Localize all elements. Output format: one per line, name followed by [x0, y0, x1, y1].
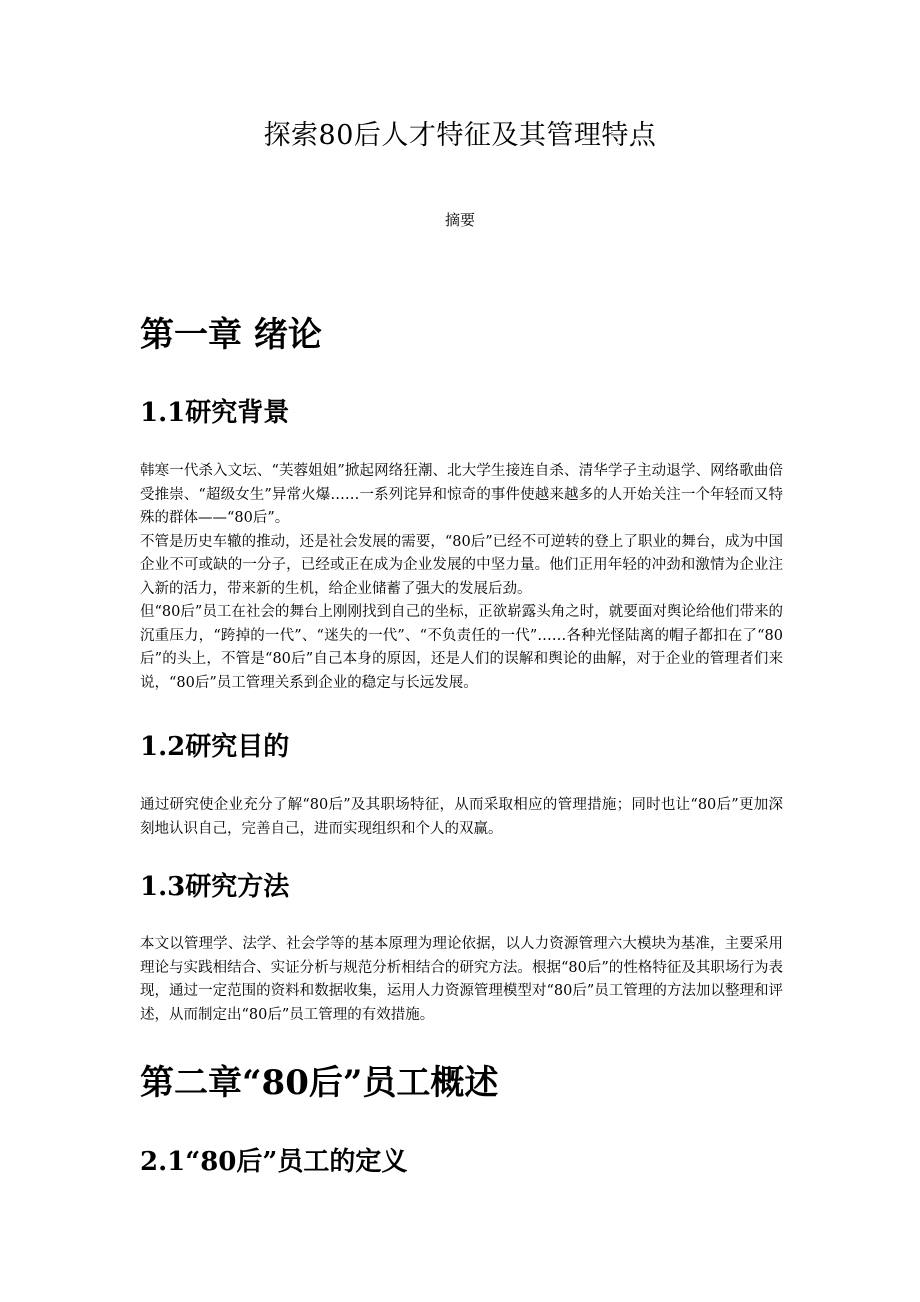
section-1-1-heading: 1.1研究背景 — [140, 398, 290, 428]
paragraph: 韩寒一代杀入文坛、“芙蓉姐姐”掀起网络狂潮、北大学生接连自杀、清华学子主动退学、网络歌曲倍受推崇、“超级女生”异常火爆……一系列诧异和惊奇的事件使越来越多的人开始关注一个年轻而又特殊的群体——“80后”。 — [140, 463, 783, 526]
abstract-label: 摘要 — [444, 211, 475, 229]
section-2-1-heading: 2.1“80后”员工的定义 — [140, 1147, 408, 1177]
paragraph: 通过研究使企业充分了解“80后”及其职场特征，从而采取相应的管理措施；同时也让“80后”更加深刻地认识自己，完善自己，进而实现组织和个人的双赢。 — [140, 797, 783, 837]
section-1-3-heading: 1.3研究方法 — [140, 872, 290, 902]
paragraph: 但“80后”员工在社会的舞台上刚刚找到自己的坐标，正欲崭露头角之时，就要面对舆论给他们带来的沉重压力，“跨掉的一代”、“迷失的一代”、“不负责任的一代”……各种光怪陆离的帽子都扣在了“80后”的头上，不管是“80后”自己本身的原因，还是人们的误解和舆论的曲解，对于企业的管理者们来说，“80后”员工管理关系到企业的稳定与长远发展。 — [140, 604, 783, 691]
chapter-2-heading: 第二章“80后”员工概述 — [140, 1063, 499, 1103]
section-1-3-body — [140, 933, 783, 1027]
document-title: 探索80后人才特征及其管理特点 — [263, 120, 657, 151]
section-1-1-body — [140, 460, 783, 695]
paragraph: 本文以管理学、法学、社会学等的基本原理为理论依据，以人力资源管理六大模块为基准，主要采用理论与实践相结合、实证分析与规范分析相结合的研究方法。根据“80后”的性格特征及其职场行为表现，通过一定范围的资料和数据收集，运用人力资源管理模型对“80后”员工管理的方法加以整理和评述，从而制定出“80后”员工管理的有效措施。 — [140, 936, 783, 1023]
paragraph: 不管是历史车辙的推动，还是社会发展的需要，“80后”已经不可逆转的登上了职业的舞台，成为中国企业不可或缺的一分子，已经或正在成为企业发展的中坚力量。他们正用年轻的冲劲和激情为企业注入新的活力，带来新的生机，给企业储蓄了强大的发展后劲。 — [140, 533, 783, 597]
section-1-2-body — [140, 794, 783, 841]
section-1-2-heading: 1.2研究目的 — [140, 732, 290, 762]
chapter-1-heading: 第一章 绪论 — [140, 315, 322, 355]
